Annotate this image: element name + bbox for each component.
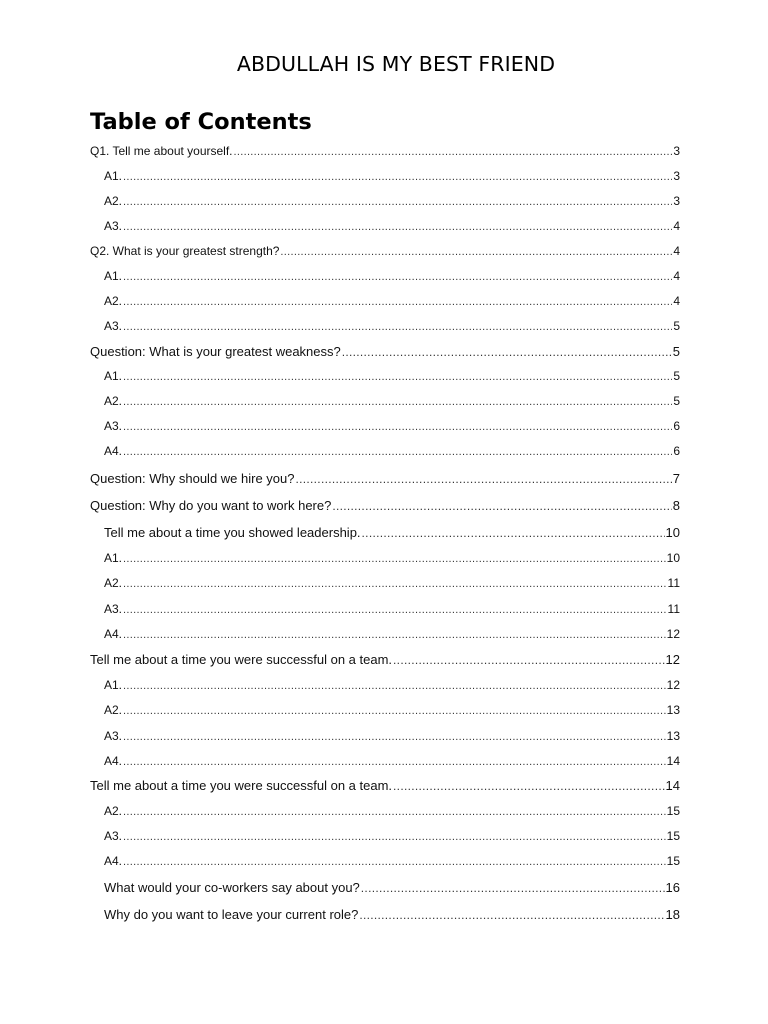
toc-entry-label: Q1. Tell me about yourself. [90,144,233,158]
toc-entry[interactable] [90,344,680,362]
toc-page-number: 15 [666,854,680,868]
toc-page-number: 7 [672,471,680,486]
toc-entry-label: A4. [104,627,123,641]
toc-heading: Table of Contents [90,109,312,135]
toc-entry[interactable] [104,269,680,287]
toc-page-number: 11 [667,576,680,590]
toc-entry-label: A2. [104,194,123,208]
toc-entry[interactable] [104,804,680,822]
toc-dot-leader [123,321,672,333]
toc-page-number: 4 [673,244,680,258]
toc-entry[interactable] [90,498,680,516]
toc-page-number: 5 [673,319,680,333]
toc-entry[interactable] [104,294,680,312]
toc-dot-leader [123,629,666,641]
toc-entry-label: A1. [104,169,123,183]
toc-dot-leader [296,472,672,486]
toc-page-number: 3 [673,144,680,158]
toc-dot-leader [342,345,672,359]
toc-entry[interactable] [104,319,680,337]
toc-dot-leader [234,146,673,158]
toc-page-number: 5 [673,369,680,383]
toc-page-number: 4 [673,269,680,283]
toc-dot-leader [123,705,666,717]
toc-entry[interactable] [90,652,680,670]
toc-page-number: 5 [672,344,680,359]
toc-entry[interactable] [90,471,680,489]
toc-entry[interactable] [104,525,680,543]
toc-dot-leader [123,731,666,743]
toc-entry-label: Question: Why do you want to work here? [90,498,332,513]
toc-dot-leader [123,604,667,616]
toc-entry-label: A4. [104,444,123,458]
toc-dot-leader [123,196,672,208]
toc-entry[interactable] [104,369,680,387]
toc-entry[interactable] [104,703,680,721]
toc-dot-leader [123,856,666,868]
toc-entry[interactable] [104,829,680,847]
toc-entry[interactable] [104,551,680,569]
toc-entry-label: A1. [104,369,123,383]
toc-entry[interactable] [104,219,680,237]
toc-dot-leader [332,499,671,513]
document-title: ABDULLAH IS MY BEST FRIEND [236,52,556,76]
toc-dot-leader [361,881,665,895]
toc-page-number: 15 [666,829,680,843]
toc-entry[interactable] [104,602,680,620]
toc-entry-label: Tell me about a time you were successful on a team. [90,778,393,793]
toc-entry[interactable] [104,729,680,747]
toc-entry[interactable] [104,678,680,696]
toc-page-number: 6 [673,419,680,433]
toc-dot-leader [123,680,666,692]
toc-page-number: 13 [666,703,680,717]
toc-page-number: 10 [666,551,680,565]
toc-entry-label: A1. [104,551,123,565]
toc-entry-label: A2. [104,703,123,717]
toc-entry-label: A3. [104,419,123,433]
toc-dot-leader [123,421,672,433]
toc-entry[interactable] [90,144,680,162]
toc-page-number: 6 [673,444,680,458]
toc-entry-label: Question: Why should we hire you? [90,471,295,486]
toc-dot-leader [393,653,664,667]
toc-entry[interactable] [104,907,680,925]
toc-entry-label: A3. [104,319,123,333]
toc-entry-label: Q2. What is your greatest strength? [90,244,280,258]
toc-dot-leader [123,553,666,565]
toc-entry[interactable] [104,576,680,594]
toc-entry[interactable] [90,244,680,262]
toc-page-number: 10 [665,525,680,540]
toc-entry-label: A4. [104,754,123,768]
toc-dot-leader [123,171,672,183]
toc-entry-label: A1. [104,269,123,283]
toc-entry[interactable] [104,169,680,187]
toc-entry-label: Tell me about a time you were successful on a team. [90,652,393,667]
toc-page-number: 12 [666,678,680,692]
toc-page-number: 15 [666,804,680,818]
toc-entry-label: Why do you want to leave your current role? [104,907,359,922]
toc-page-number: 12 [666,627,680,641]
toc-dot-leader [280,246,672,258]
toc-page-number: 16 [665,880,680,895]
toc-entry-label: A2. [104,576,123,590]
toc-entry-label: What would your co-workers say about you? [104,880,360,895]
toc-entry[interactable] [104,627,680,645]
toc-entry[interactable] [104,854,680,872]
toc-page-number: 14 [665,778,680,793]
toc-dot-leader [123,446,672,458]
toc-dot-leader [123,756,666,768]
toc-dot-leader [359,908,664,922]
toc-page-number: 12 [665,652,680,667]
toc-entry-label: A1. [104,678,123,692]
toc-entry-label: Tell me about a time you showed leadership. [104,525,361,540]
toc-entry[interactable] [104,394,680,412]
toc-page-number: 3 [673,169,680,183]
toc-page-number: 14 [666,754,680,768]
toc-page-number: 4 [673,219,680,233]
toc-entry-label: A2. [104,804,123,818]
toc-dot-leader [123,831,666,843]
toc-entry[interactable] [104,419,680,437]
toc-entry-label: A3. [104,829,123,843]
toc-entry-label: A2. [104,294,123,308]
toc-page-number: 18 [665,907,680,922]
toc-page-number: 4 [673,294,680,308]
toc-page-number: 8 [672,498,680,513]
toc-dot-leader [123,578,667,590]
toc-entry[interactable] [104,754,680,772]
toc-dot-leader [362,526,665,540]
toc-entry[interactable] [104,880,680,898]
toc-entry-label: Question: What is your greatest weakness? [90,344,341,359]
toc-dot-leader [123,396,672,408]
toc-page-number: 11 [667,602,680,616]
toc-dot-leader [123,296,672,308]
toc-entry-label: A3. [104,219,123,233]
toc-dot-leader [123,806,666,818]
toc-entry-label: A4. [104,854,123,868]
toc-page-number: 3 [673,194,680,208]
toc-entry[interactable] [90,778,680,796]
toc-entry[interactable] [104,194,680,212]
toc-page-number: 13 [666,729,680,743]
toc-dot-leader [393,779,664,793]
toc-dot-leader [123,221,672,233]
toc-page-number: 5 [673,394,680,408]
toc-entry-label: A3. [104,602,123,616]
toc-dot-leader [123,371,672,383]
toc-dot-leader [123,271,672,283]
toc-entry-label: A3. [104,729,123,743]
toc-entry-label: A2. [104,394,123,408]
toc-entry[interactable] [104,444,680,462]
